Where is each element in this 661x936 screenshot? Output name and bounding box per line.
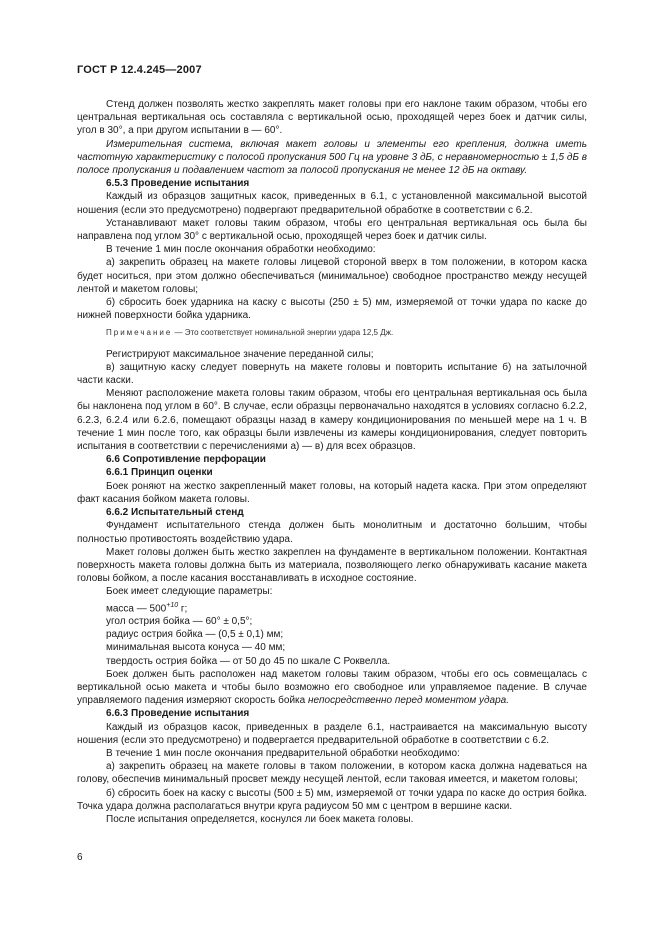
- paragraph: Меняют расположение макета головы таким образом, чтобы его центральная вертикальная ось была бы наклонена под углом в 60°. В случае, если образцы первоначально находятся в условиях согласно 6.2.2, 6.2.3, 6.2.4 или 6.2.6, помещают образцы назад в камеру кондиционирования по меньшей мере на 1 ч. В течение 1 мин после того, как образцы были извлечены из камеры кондиционирования, следует повторить испытания в соответствии с перечислениями а) — в) для всех образцов.: [77, 388, 587, 453]
- list-item: а) закрепить образец на макете головы лицевой стороной вверх в том положении, в котором каска будет носиться, при этом должно обеспечиваться (минимальное) свободное пространство между несущей лентой и макетом головы;: [77, 257, 587, 295]
- param-radius: радиус острия бойка — (0,5 ± 0,1) мм;: [106, 629, 284, 641]
- list-item: б) сбросить боек на каску с высоты (500 ± 5) мм, измеряемой от точки удара по каске до острия бойка. Точка удара должна располагаться внутри круга радиусом 50 мм с центром в вершине каски.: [77, 787, 587, 812]
- paragraph: В течение 1 мин после окончания предварительной обработки необходимо:: [106, 748, 460, 760]
- note: Примечание — Это соответствует номинальной энергии удара 12,5 Дж.: [106, 328, 394, 338]
- section-heading: 6.5.3 Проведение испытания: [106, 178, 250, 190]
- page-number: 6: [77, 852, 83, 863]
- paragraph: В течение 1 мин после окончания обработки необходимо:: [106, 244, 376, 256]
- list-item: б) сбросить боек ударника на каску с высоты (250 ± 5) мм, измеряемой от точки удара по каске до нижней поверхности бойка ударника.: [77, 297, 587, 322]
- section-heading: 6.6.3 Проведение испытания: [106, 708, 250, 720]
- paragraph: Боек имеет следующие параметры:: [106, 586, 273, 598]
- list-item: а) закрепить образец на макете головы в таком положении, в котором каска должна надеваться на голову, обеспечив минимальный просвет между несущей лентой, если таковая имеется, и макетом головы;: [77, 761, 587, 786]
- paragraph: Регистрируют максимальное значение переданной силы;: [106, 348, 374, 360]
- paragraph: Боек должен быть расположен над макетом головы таким образом, чтобы его ось совмещалась с вертикальной осью макета и чтобы было возможно его свободное или управляемое падение. В случае управляемого падения измеряют скорость бойка непосредственно перед моментом удара.: [77, 668, 587, 707]
- paragraph: Устанавливают макет головы таким образом, чтобы его центральная вертикальная ось была бы направлена под углом 30° с вертикальной осью, проходящей через боек и датчик силы.: [77, 217, 587, 243]
- param-hardness: твердость острия бойка — от 50 до 45 по шкале С Роквелла.: [106, 655, 391, 667]
- param-mass: масса — $500^{+10}$ г;: [106, 601, 188, 614]
- paragraph: Каждый из образцов касок, приведенных в разделе 6.1, настраивается на максимальную высоту ношения (если это предусмотрено) и подвергается предварительной обработке в соответствии с 6.2.: [77, 721, 587, 746]
- paragraph: После испытания определяется, коснулся ли боек макета головы.: [106, 814, 414, 826]
- paragraph: Каждый из образцов защитных касок, приведенных в 6.1, с установленной максимальной высотой ношения (если это предусмотрено) подвергают предварительной обработке в соответствии с 6.2.: [77, 191, 587, 216]
- section-heading: 6.6.2 Испытательный стенд: [106, 507, 244, 519]
- param-cone-height: минимальная высота конуса — 40 мм;: [106, 642, 286, 654]
- list-item: в) защитную каску следует повернуть на макете головы и повторить испытание б) на затылочной части каски.: [77, 361, 587, 387]
- document-body: [77, 90, 587, 826]
- paragraph: Стенд должен позволять жестко закреплять макет головы при его наклоне таким образом, чтобы его центральная вертикальная ось составляла с вертикальной осью, проходящей через боек и датчик силы, угол в 30°, а при другом испытании в — 60°.: [77, 99, 587, 137]
- param-angle: угол острия бойка — 60° ± 0,5°;: [106, 616, 253, 628]
- paragraph: Боек роняют на жестко закрепленный макет головы, на который надета каска. При этом определяют факт касания бойком макета головы.: [77, 480, 587, 505]
- section-heading: 6.6 Сопротивление перфорации: [106, 454, 266, 466]
- paragraph: Фундамент испытательного стенда должен быть монолитным и достаточно большим, чтобы полностью противостоять воздействию удара.: [77, 520, 587, 545]
- document-header: ГОСТ Р 12.4.245—2007: [77, 64, 202, 76]
- paragraph: Макет головы должен быть жестко закреплен на фундаменте в вертикальном положении. Контактная поверхность макета головы должна быть из материала, позволяющего легко обнаруживать касание макета головы бойком, а после касания восстанавливать в исходное состояние.: [77, 546, 587, 585]
- section-heading: 6.6.1 Принцип оценки: [106, 467, 213, 479]
- paragraph-italic: Измерительная система, включая макет головы и элементы его крепления, должна иметь частотную характеристику с полосой пропускания 500 Гц на уровне 3 дБ, с неравномерностью ± 1,5 дБ в полосе пропускания и подавлением частот за полосой пропускания не менее 12 дБ на октаву.: [77, 138, 587, 177]
